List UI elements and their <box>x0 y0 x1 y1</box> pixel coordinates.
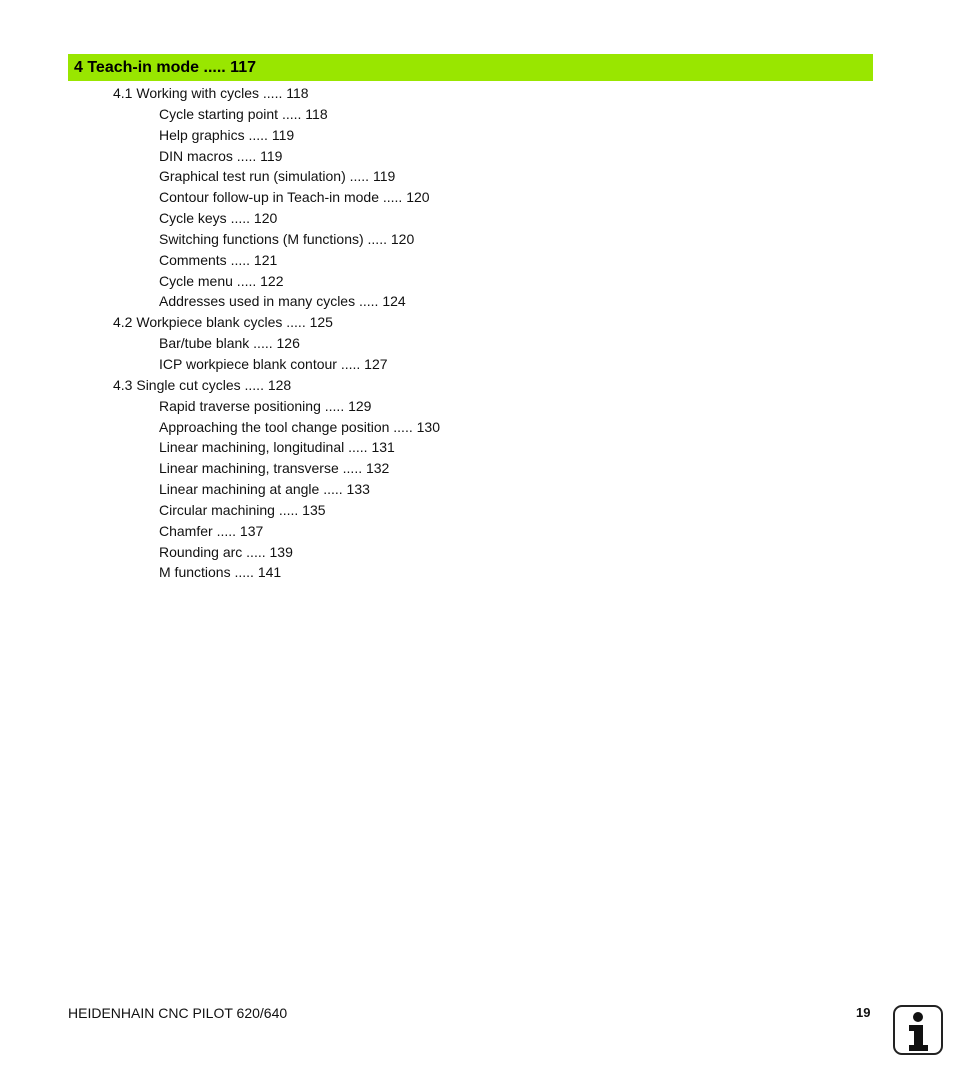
toc-section-entry[interactable]: 4.2 Workpiece blank cycles ..... 125 <box>113 314 333 331</box>
toc-entry[interactable]: Contour follow-up in Teach-in mode ..... 120 <box>159 189 430 206</box>
toc-entry[interactable]: DIN macros ..... 119 <box>159 147 283 164</box>
info-glyph <box>895 1007 941 1053</box>
chapter-heading: 4 Teach-in mode ..... 117 <box>68 54 873 81</box>
toc-entry[interactable]: Chamfer ..... 137 <box>159 522 264 539</box>
toc-entry[interactable]: Comments ..... 121 <box>159 251 278 268</box>
toc-entry[interactable]: Linear machining, transverse ..... 132 <box>159 460 390 477</box>
toc-entry[interactable]: Rounding arc ..... 139 <box>159 543 293 560</box>
info-icon <box>893 1005 943 1055</box>
page-number: 19 <box>856 1005 871 1020</box>
toc-entry[interactable]: Linear machining, longitudinal ..... 131 <box>159 439 395 456</box>
toc-entry[interactable]: Bar/tube blank ..... 126 <box>159 335 300 352</box>
toc-entry[interactable]: Approaching the tool change position ..... 130 <box>159 418 440 435</box>
toc-entry[interactable]: Linear machining at angle ..... 133 <box>159 481 370 498</box>
toc-section-entry[interactable]: 4.3 Single cut cycles ..... 128 <box>113 376 292 393</box>
toc-entry[interactable]: Addresses used in many cycles ..... 124 <box>159 293 406 310</box>
table-of-contents <box>0 83 954 583</box>
toc-entry[interactable]: Graphical test run (simulation) ..... 119 <box>159 168 396 185</box>
toc-entry[interactable]: Circular machining ..... 135 <box>159 501 326 518</box>
toc-entry[interactable]: Cycle starting point ..... 118 <box>159 105 328 122</box>
toc-section-entry[interactable]: 4.1 Working with cycles ..... 118 <box>113 85 309 101</box>
footer-title: HEIDENHAIN CNC PILOT 620/640 <box>68 1005 288 1021</box>
toc-entry[interactable]: ICP workpiece blank contour ..... 127 <box>159 355 388 372</box>
toc-entry[interactable]: Help graphics ..... 119 <box>159 126 295 143</box>
toc-entry[interactable]: Switching functions (M functions) ..... 120 <box>159 230 415 247</box>
toc-entry[interactable]: Rapid traverse positioning ..... 129 <box>159 397 372 414</box>
toc-entry[interactable]: Cycle menu ..... 122 <box>159 272 284 289</box>
toc-entry[interactable]: M functions ..... 141 <box>159 564 282 581</box>
toc-entry[interactable]: Cycle keys ..... 120 <box>159 210 278 227</box>
